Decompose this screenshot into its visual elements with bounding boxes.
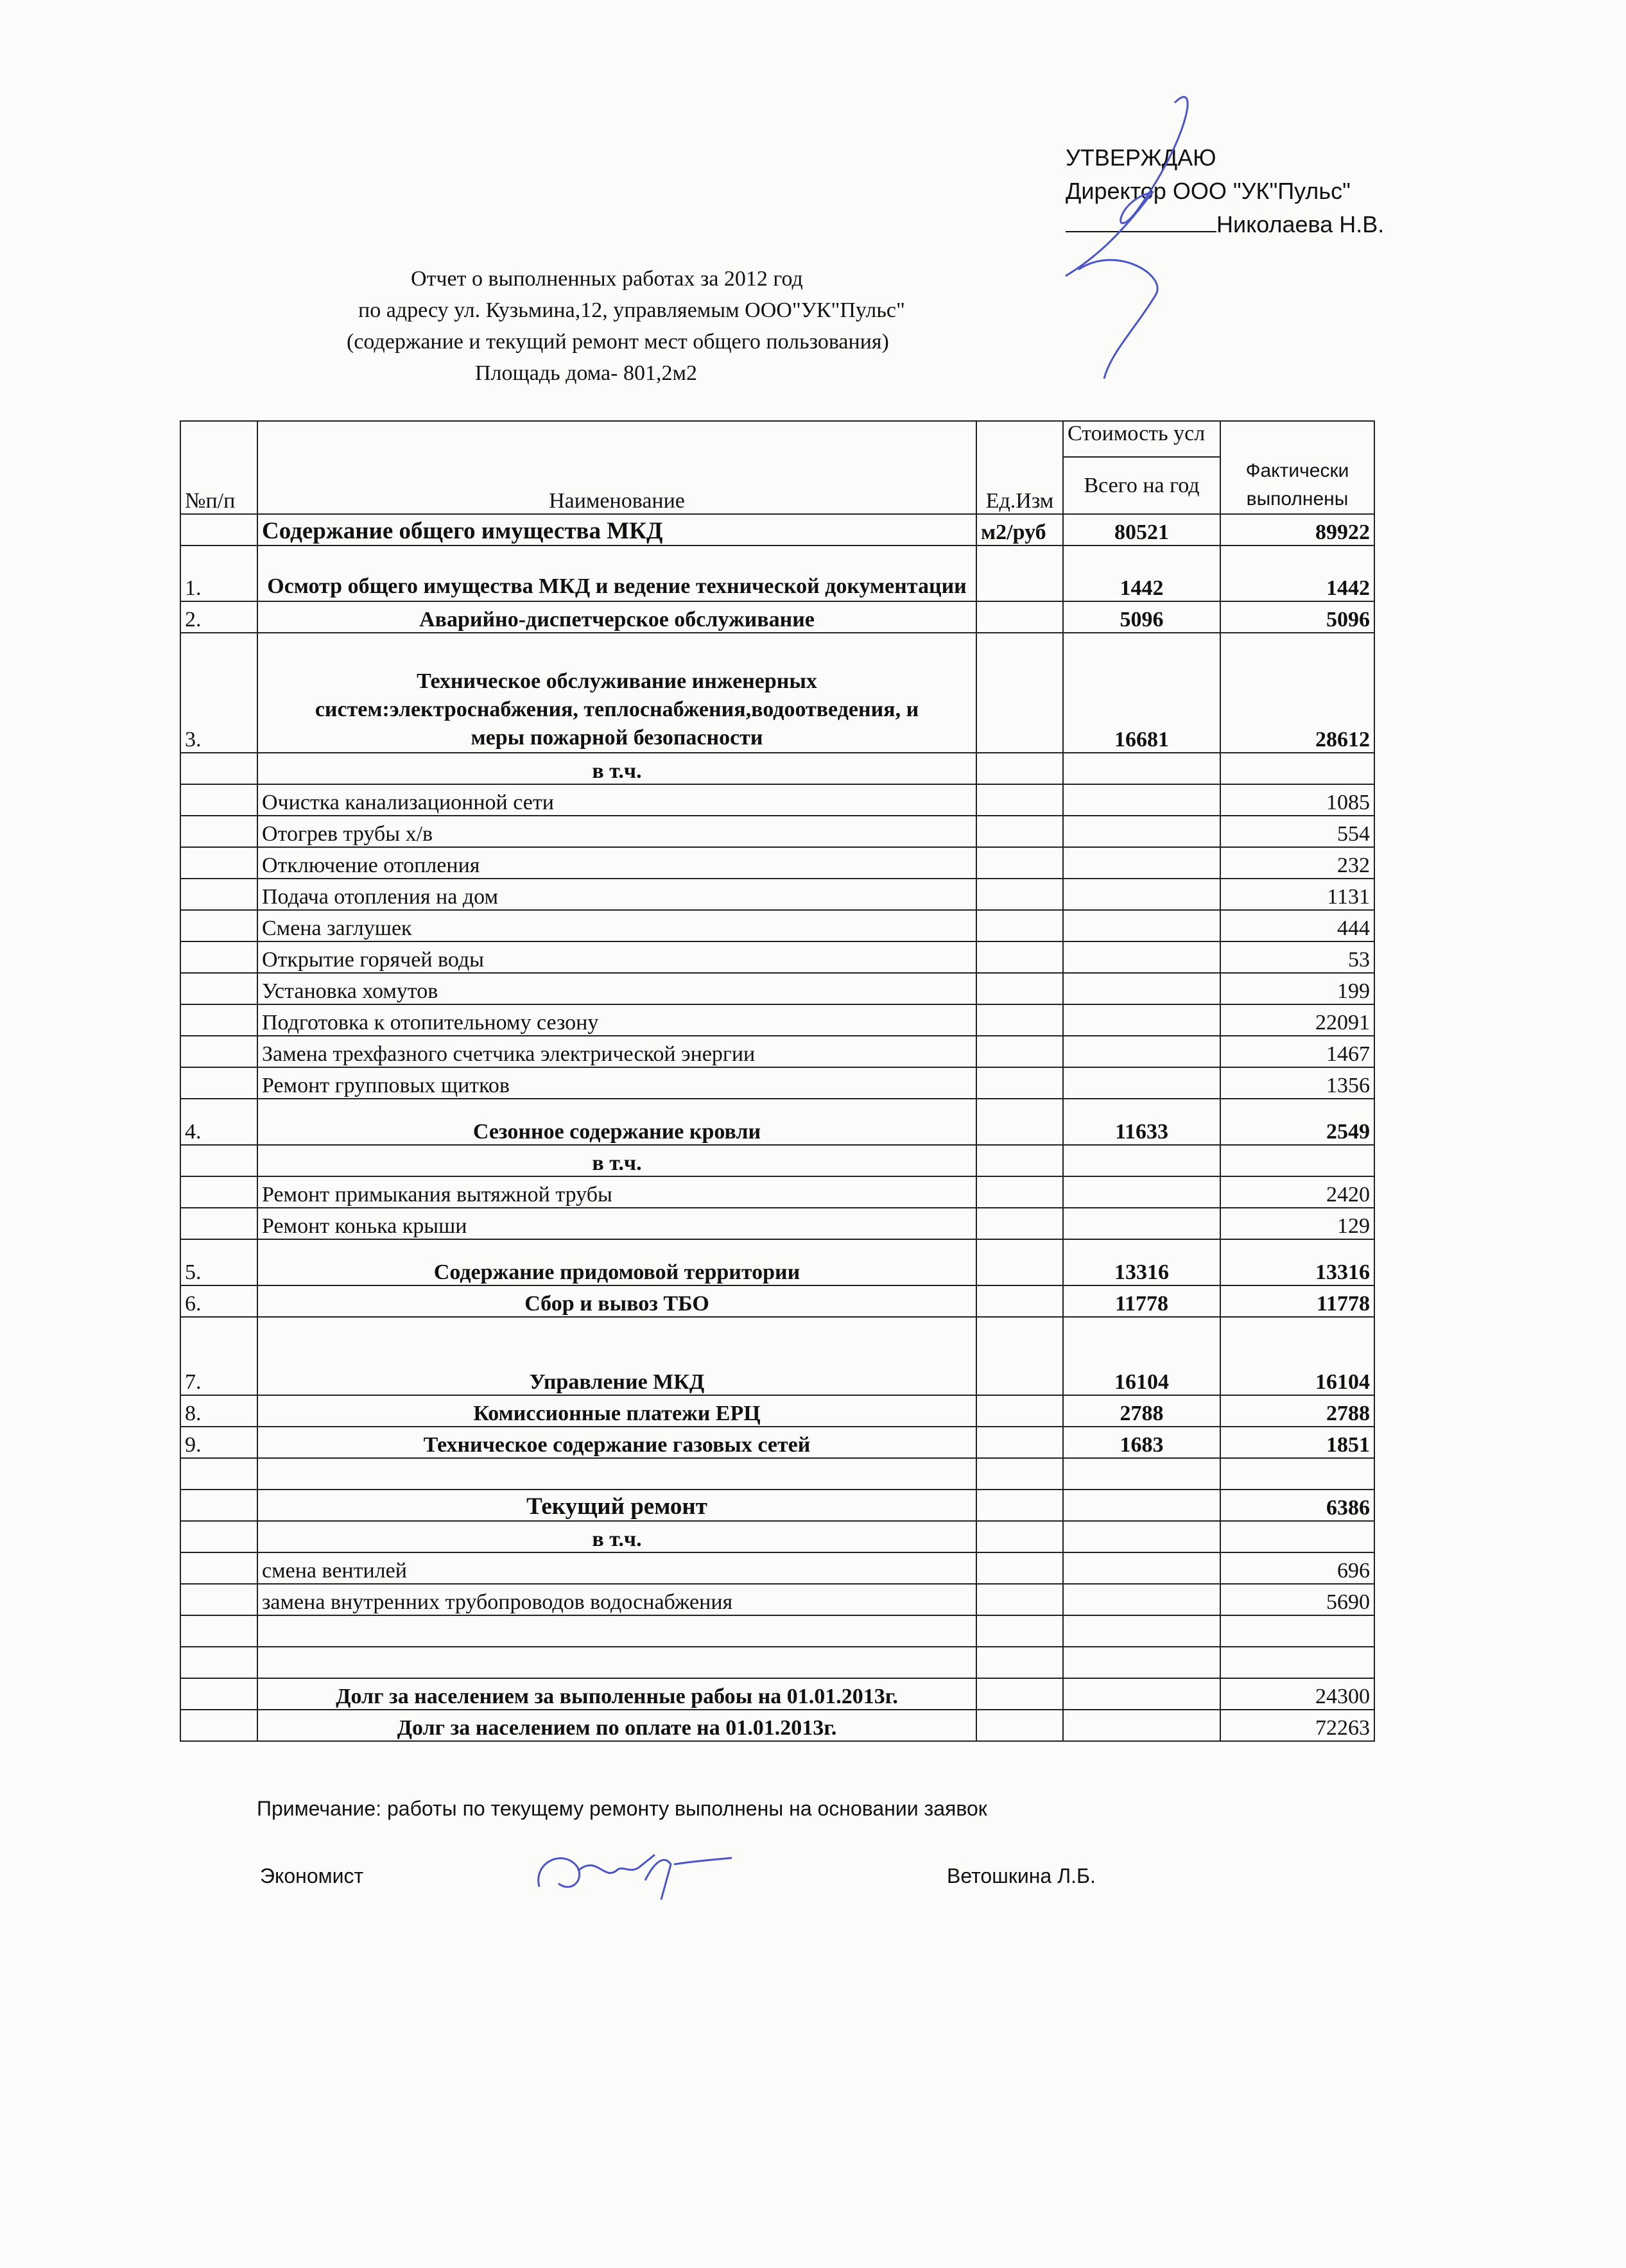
table-row: Ремонт групповых щитков 1356: [180, 1067, 1374, 1099]
table-row: Отогрев трубы х/в 554: [180, 816, 1374, 847]
table-header-row: [180, 421, 1374, 457]
table-row: Долг за населением за выполенные рабоы на 01.01.2013г. 24300: [180, 1678, 1374, 1710]
title-line-4: Площадь дома- 801,2м2: [475, 361, 697, 385]
item7-name: Управление МКД: [257, 1317, 976, 1395]
table-row: 2. Аварийно-диспетчерское обслуживание 5096 5096: [180, 601, 1374, 633]
table-row: смена вентилей 696: [180, 1552, 1374, 1584]
director-signature: [1040, 83, 1239, 385]
table-row: [180, 1647, 1374, 1678]
header-name: Наименование: [257, 421, 976, 514]
table-row: Текущий ремонт 6386: [180, 1490, 1374, 1521]
table-row: Подготовка к отопительному сезону 22091: [180, 1004, 1374, 1036]
signature-role: Экономист: [260, 1864, 364, 1887]
table-row: [180, 1458, 1374, 1490]
debt2-name: Долг за населением по оплате на 01.01.2013г.: [257, 1710, 976, 1741]
report-table: [180, 420, 1375, 1742]
item6-name: Сбор и вывоз ТБО: [257, 1285, 976, 1317]
item5-name: Содержание придомовой территории: [257, 1239, 976, 1285]
approve-label: УТВЕРЖДАЮ: [1066, 144, 1216, 171]
total-unit: м2/руб: [976, 514, 1063, 546]
table-row: Очистка канализационной сети 1085: [180, 784, 1374, 816]
table-row: Ремонт примыкания вытяжной трубы 2420: [180, 1176, 1374, 1208]
table-row: [180, 753, 1374, 784]
table-row: [180, 514, 1374, 546]
table-row: [180, 1615, 1374, 1647]
table-row: 4. Сезонное содержание кровли 11633 2549: [180, 1099, 1374, 1145]
report-title: [347, 263, 989, 389]
table-row: 6. Сбор и вывоз ТБО 11778 11778: [180, 1285, 1374, 1317]
title-line-2: по адресу ул. Кузьмина,12, управляемым ООО"УК"Пульс": [358, 298, 905, 322]
item8-name: Комиссионные платежи ЕРЦ: [257, 1395, 976, 1427]
item1-name: Осмотр общего имущества МКД и ведение технической документации: [257, 546, 976, 601]
item3-name: Техническое обслуживание инженерных систем:электроснабжения, теплоснабжения,водоотведения, и меры пожарной безопасности: [257, 633, 976, 753]
header-year: Всего на год: [1063, 457, 1220, 514]
item4-name: Сезонное содержание кровли: [257, 1099, 976, 1145]
table-row: Установка хомутов 199: [180, 973, 1374, 1004]
director-position: Директор ООО "УК"Пульс": [1066, 178, 1351, 204]
table-row: замена внутренних трубопроводов водоснабжения 5690: [180, 1584, 1374, 1615]
header-unit: Ед.Изм: [976, 421, 1063, 514]
table-row: 7. Управление МКД 16104 16104: [180, 1317, 1374, 1395]
title-line-1: Отчет о выполненных работах за 2012 год: [411, 267, 803, 291]
table-row: Подача отопления на дом 1131: [180, 879, 1374, 910]
incl-label: в т.ч.: [257, 753, 976, 784]
table-row: 1. Осмотр общего имущества МКД и ведение технической документации 1442 1442: [180, 546, 1374, 601]
director-name: Николаева Н.В.: [1216, 211, 1385, 237]
total-actual: 89922: [1220, 514, 1374, 546]
table-row: 5. Содержание придомовой территории 13316 13316: [180, 1239, 1374, 1285]
repair-name: Текущий ремонт: [257, 1490, 976, 1521]
table-row: 3. Техническое обслуживание инженерных систем:электроснабжения, теплоснабжения,водоотведения, и меры пожарной безопасности 16681 28612: [180, 633, 1374, 753]
table-row: Смена заглушек 444: [180, 910, 1374, 941]
economist-signature: [526, 1835, 738, 1906]
item9-name: Техническое содержание газовых сетей: [257, 1427, 976, 1458]
table-row: Долг за населением по оплате на 01.01.2013г. 72263: [180, 1710, 1374, 1741]
title-line-3: (содержание и текущий ремонт мест общего пользования): [347, 330, 889, 354]
table-row: Открытие горячей воды 53: [180, 941, 1374, 973]
table-row: 8. Комиссионные платежи ЕРЦ 2788 2788: [180, 1395, 1374, 1427]
header-cost: Стоимость усл: [1063, 421, 1220, 457]
table-row: в т.ч.: [180, 1521, 1374, 1552]
total-year: 80521: [1063, 514, 1220, 546]
table-row: в т.ч.: [180, 1145, 1374, 1176]
table-row: Отключение отопления 232: [180, 847, 1374, 879]
debt1-name: Долг за населением за выполенные рабоы на 01.01.2013г.: [257, 1678, 976, 1710]
table-row: Замена трехфазного счетчика электрической энергии 1467: [180, 1036, 1374, 1067]
total-name: Содержание общего имущества МКД: [257, 514, 976, 546]
table-row: Ремонт конька крыши 129: [180, 1208, 1374, 1239]
header-num: №п/п: [180, 421, 257, 514]
item2-name: Аварийно-диспетчерское обслуживание: [257, 601, 976, 633]
signature-name: Ветошкина Л.Б.: [947, 1864, 1096, 1887]
header-actual: Фактически выполнены: [1220, 457, 1374, 514]
table-row: 9. Техническое содержание газовых сетей 1683 1851: [180, 1427, 1374, 1458]
note: Примечание: работы по текущему ремонту выполнены на основании заявок: [257, 1797, 987, 1820]
